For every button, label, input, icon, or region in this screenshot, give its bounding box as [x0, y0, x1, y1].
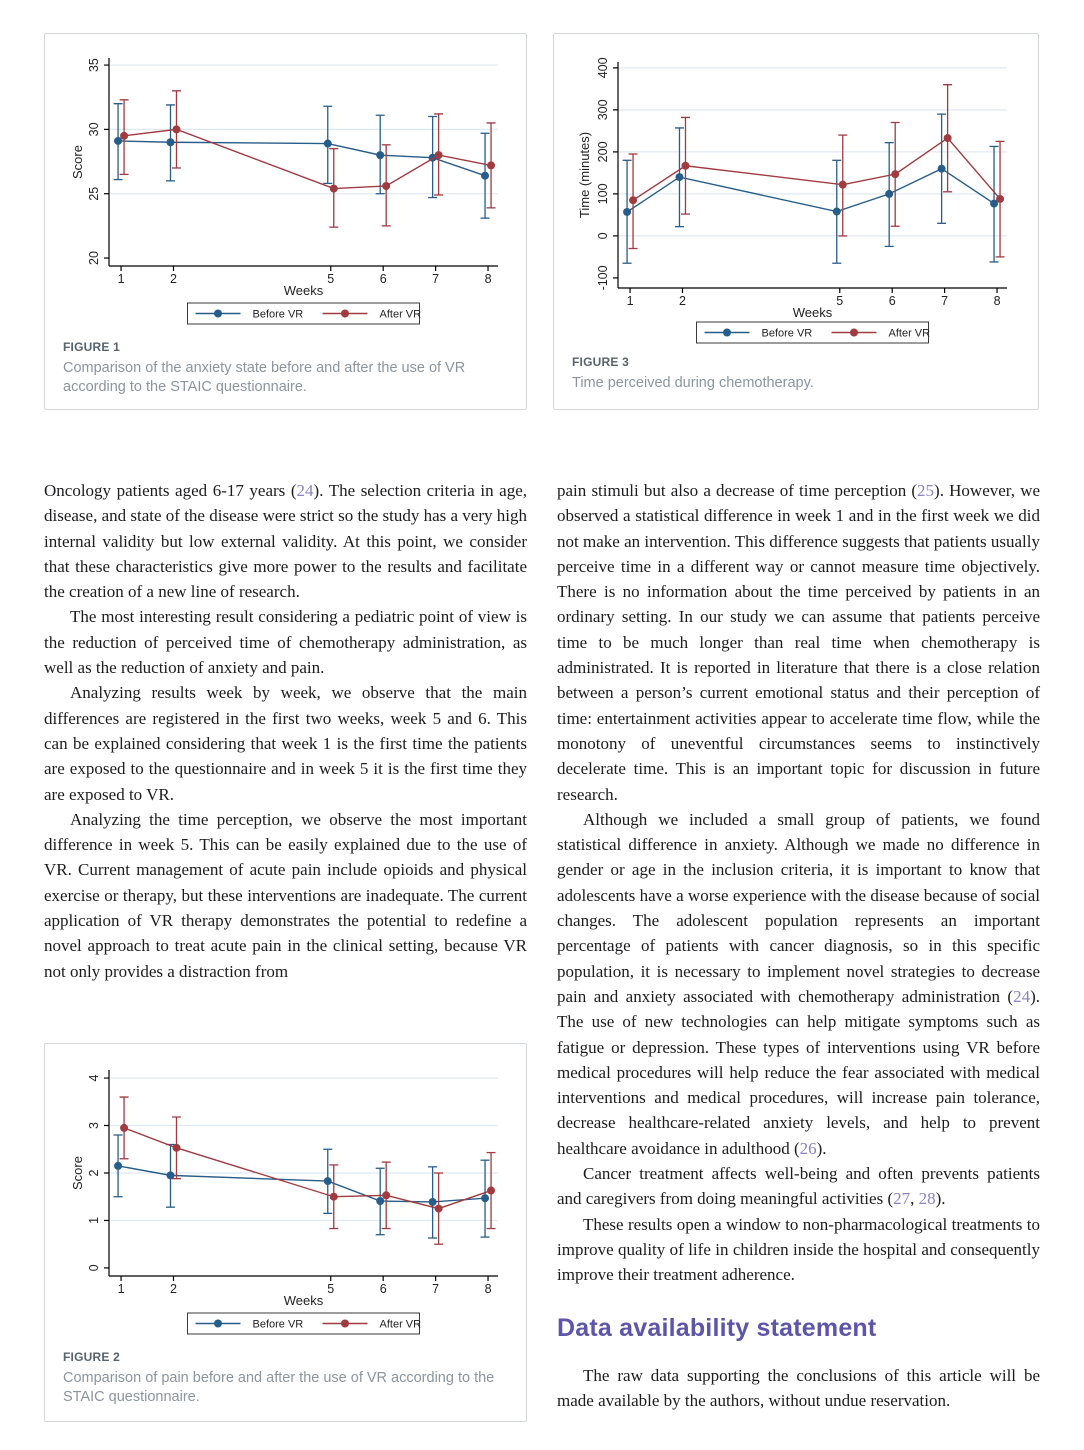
series-line [118, 1166, 485, 1202]
y-tick-label: 100 [596, 183, 610, 205]
data-point [114, 1162, 122, 1170]
body-right-column [557, 478, 1040, 1413]
y-tick-label: 1 [87, 1216, 101, 1224]
data-point [629, 196, 637, 204]
figure-1-chart [45, 34, 526, 334]
data-point [481, 1194, 489, 1202]
reference-link[interactable]: 24 [1013, 986, 1031, 1006]
series-before-vr [623, 114, 999, 263]
data-point [938, 165, 946, 173]
y-axis-title: Score [70, 1156, 85, 1190]
data-point [429, 1198, 437, 1206]
x-tick-label: 8 [484, 1282, 492, 1296]
legend-label: Before VR [252, 1318, 304, 1331]
data-point [996, 195, 1004, 203]
x-axis-title: Weeks [792, 305, 833, 320]
data-point [885, 190, 893, 198]
legend-label: After VR [379, 308, 422, 321]
figure-3-card [553, 33, 1039, 410]
data-point [435, 1205, 443, 1213]
figure-2-card [44, 1043, 527, 1422]
body-paragraph: Cancer treatment affects well-being and often prevents patients and caregivers from doing meaningful activities (27, 28). [557, 1164, 1040, 1209]
data-point [166, 138, 174, 146]
figure-3-chart [554, 34, 1038, 349]
data-point [172, 1144, 180, 1152]
y-tick-label: 0 [596, 232, 610, 240]
gridlines [110, 1078, 498, 1220]
data-point [120, 1124, 128, 1132]
data-point [839, 181, 847, 189]
data-point [487, 161, 495, 169]
body-paragraph: Analyzing results week by week, we observe that the main differences are registered in the first two weeks, week 5 and 6. This can be explained considering that week 1 is the first time the patients are exposed to the questionnaire and in week 5 it is the first time they are exposed to VR. [44, 683, 527, 804]
figure-3-captionblock [554, 349, 1038, 393]
data-point [324, 1177, 332, 1185]
reference-link[interactable]: 25 [917, 481, 935, 500]
legend-label: Before VR [761, 327, 813, 340]
y-tick-label: 200 [596, 141, 610, 163]
gridlines [619, 68, 1007, 236]
x-axis-title: Weeks [283, 1293, 324, 1308]
series-after-vr [629, 85, 1005, 257]
series-after-vr [120, 91, 496, 227]
figure-1-caption: Comparison of the anxiety state before and after the use of VR according to the STAIC questionnaire. [63, 360, 466, 395]
y-tick-label: 35 [87, 58, 101, 73]
x-tick-label: 2 [170, 1282, 177, 1296]
data-point [172, 125, 180, 133]
data-point [487, 1187, 495, 1195]
x-tick-label: 6 [379, 272, 387, 286]
gridlines [110, 65, 498, 194]
figure-2-label: FIGURE 2 [63, 1350, 120, 1364]
y-tick-label: 3 [87, 1122, 101, 1130]
legend-label: After VR [379, 1318, 422, 1331]
figure-1-card [44, 33, 527, 410]
x-tick-label: 5 [836, 294, 844, 308]
data-point [833, 208, 841, 216]
figure-2-chart [45, 1044, 526, 1344]
y-tick-label: 400 [596, 57, 610, 79]
x-tick-label: 2 [679, 294, 686, 308]
body-paragraph: pain stimuli but also a decrease of time perception (25). However, we observed a statistical difference in week 1 and in the first week we did not make an intervention. This difference suggests that patients usually perceive time in a different way or cannot measure time objectively. There is no information about the time perceived by patients in an ordinary setting. In our study we can assume that patients perceive time to be much longer than real time when chemotherapy is administrated. It is reported in literature that there is a close relation between a person’s current emotional status and their perception of time: entertainment activities appear to accelerate time flow, while the monotony of uneventful circumstances seems to instinctively decelerate time. This is an important topic for discussion in future research. [557, 481, 1041, 804]
body-paragraph: Although we included a small group of patients, we found statistical difference in anxiety. Although we made no difference in gender or age in the inclusion criteria, it is important to know that adolescents have a worse experience with the disease because of social changes. The adolescent population represents an important percentage of patients with cancer diagnosis, so in this specific population, it is necessary to implement novel strategies to decrease pain and anxiety associated with chemotherapy administration (24). The use of new technologies can help mitigate symptoms such as fatigue or depression. These types of interventions using VR before medical procedures will help reduce the fear associated with medical interventions and medical procedures, will increase pain tolerance, decrease healthcare-related anxiety levels, and help to prevent healthcare avoidance in adulthood (26). [557, 809, 1040, 1158]
x-tick-label: 6 [888, 294, 896, 308]
data-point [376, 151, 384, 159]
y-tick-label: -100 [596, 265, 610, 291]
reference-link[interactable]: 26 [799, 1138, 817, 1158]
body-paragraph: The most interesting result considering a pediatric point of view is the reduction of perceived time of chemotherapy administration, as well as the reduction of anxiety and pain. [44, 607, 527, 678]
x-tick-label: 5 [327, 1282, 335, 1296]
y-tick-label: 25 [87, 186, 101, 201]
x-axis-title: Weeks [283, 283, 324, 298]
x-tick-label: 7 [432, 1282, 440, 1296]
body-paragraph: The raw data supporting the conclusions of this article will be made available by the authors, without undue reservation. [557, 1365, 1040, 1411]
x-tick-label: 8 [993, 294, 1001, 308]
data-point [324, 140, 332, 148]
figure-1-label: FIGURE 1 [63, 340, 120, 354]
data-point [376, 1197, 384, 1205]
data-point [330, 1193, 338, 1201]
x-tick-label: 1 [626, 294, 634, 308]
series-after-vr [120, 1097, 496, 1244]
figure-3-caption: Time perceived during chemotherapy. [572, 375, 814, 391]
figure-2-captionblock [45, 1344, 526, 1406]
reference-link[interactable]: 24 [296, 481, 314, 500]
y-axis-title: Time (minutes) [577, 131, 592, 219]
y-tick-label: 2 [87, 1169, 101, 1177]
figure-1-captionblock [45, 334, 526, 396]
body-paragraph: These results open a window to non-pharmacological treatments to improve quality of life in children inside the hospital and consequently improve their treatment adherence. [557, 1214, 1040, 1285]
data-point [382, 1191, 390, 1199]
data-point [435, 151, 443, 159]
y-axis-title: Score [70, 145, 85, 179]
x-tick-label: 7 [941, 294, 949, 308]
data-point [944, 134, 952, 142]
y-tick-label: 0 [87, 1264, 101, 1272]
x-tick-label: 6 [379, 1282, 387, 1296]
reference-link[interactable]: 28 [918, 1189, 936, 1209]
data-point [330, 185, 338, 193]
data-point [120, 132, 128, 140]
legend [188, 303, 422, 324]
data-point [382, 182, 390, 190]
data-point [481, 172, 489, 180]
series-line [124, 1128, 491, 1209]
y-tick-label: 30 [87, 122, 101, 137]
legend [188, 1313, 422, 1334]
y-tick-label: 20 [87, 251, 101, 265]
body-paragraph: Oncology patients aged 6-17 years (24). The selection criteria in age, disease, and state of the disease were strict so the study has a very high internal validity but low external validity. At this point, we consider that these characteristics give more power to the results and facilitate the creation of a new line of research. [44, 481, 527, 602]
y-tick-label: 4 [87, 1074, 101, 1082]
data-point [681, 162, 689, 170]
data-point [891, 170, 899, 178]
x-tick-label: 5 [327, 272, 335, 286]
section-heading: Data availability statement [557, 1313, 877, 1342]
data-point [623, 208, 631, 216]
data-point [675, 173, 683, 181]
legend-label: Before VR [252, 308, 304, 321]
legend-label: After VR [888, 327, 931, 340]
legend [697, 322, 931, 343]
body-paragraph: Analyzing the time perception, we observe the most important difference in week 5. This can be easily explained due to the use of VR. Current management of acute pain include opioids and physical exercise or therapy, but these interventions are inadequate. The current application of VR therapy demonstrates the potential to redefine a novel approach to treat acute pain in the clinical setting, because VR not only provides a distraction from [44, 809, 527, 981]
x-tick-label: 1 [117, 1282, 125, 1296]
x-tick-label: 1 [117, 272, 125, 286]
x-tick-label: 8 [484, 272, 492, 286]
x-tick-label: 7 [432, 272, 440, 286]
series-before-vr [114, 104, 490, 218]
y-tick-label: 300 [596, 99, 610, 121]
figure-3-label: FIGURE 3 [572, 355, 629, 369]
body-left-column [44, 478, 527, 984]
figure-2-caption: Comparison of pain before and after the use of VR according to the STAIC questionnaire. [63, 1370, 495, 1405]
x-tick-label: 2 [170, 272, 177, 286]
reference-link[interactable]: 27 [893, 1189, 911, 1209]
